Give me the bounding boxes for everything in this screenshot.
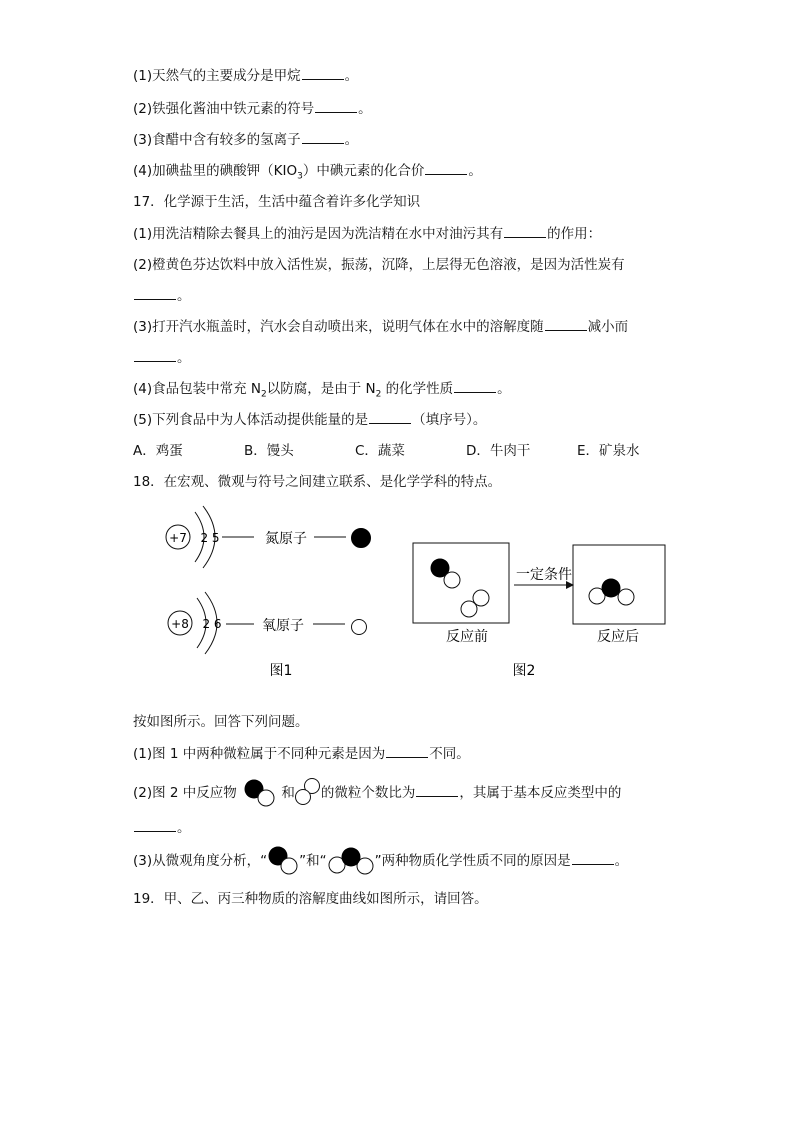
option-d[interactable]: D．牛肉干 (466, 443, 531, 459)
answer-blank[interactable] (302, 67, 344, 80)
q17-part-1-text: (1)用洗洁精除去餐具上的油污是因为洗洁精在水中对油污其有 (133, 226, 504, 242)
subscript: 2 (375, 389, 382, 400)
subscript: 3 (297, 171, 303, 182)
option-c[interactable]: C．蔬菜 (355, 443, 405, 459)
q16-item-4-end: 。 (468, 163, 482, 179)
q18-part-1-end: 不同。 (429, 746, 470, 762)
q17-part-1-end: 的作用： (547, 226, 602, 242)
q18-part-2-text-a: (2)图 2 中反应物 (133, 785, 237, 801)
q18-figure (0, 490, 794, 690)
q17-part-1 (133, 225, 601, 243)
q17-part-5 (133, 411, 486, 429)
q18-part-2 (133, 778, 621, 808)
o2-molecule-icon (295, 778, 321, 808)
option-e[interactable]: E．矿泉水 (577, 443, 640, 459)
answer-blank[interactable] (386, 745, 428, 758)
q16-item-1-text: (1)天然气的主要成分是甲烷 (133, 68, 301, 84)
q17-part-2: (2)橙黄色芬达饮料中放入活性炭，振荡，沉降，上层得无色溶液，是因为活性炭有 (133, 257, 625, 273)
q17-part-3-text: (3)打开汽水瓶盖时，汽水会自动喷出来，说明气体在水中的溶解度随 (133, 319, 544, 335)
q18-part-3-text-a: (3)从微观角度分析，“ (133, 853, 268, 869)
q16-item-3-end: 。 (344, 132, 359, 148)
q17-part-2-cont (133, 287, 191, 305)
oxygen-atom (461, 601, 477, 617)
q16-item-4 (133, 162, 482, 186)
q18-part-3-end: 。 (614, 853, 629, 869)
q16-item-3-text: (3)食醋中含有较多的氢离子 (133, 132, 301, 148)
after-label: 反应后 (597, 629, 639, 645)
option-a[interactable]: A．鸡蛋 (133, 443, 183, 459)
answer-blank[interactable] (134, 287, 176, 300)
q16-item-2-text: (2)铁强化酱油中铁元素的符号 (133, 101, 315, 117)
q17-part-4-end: 。 (497, 381, 511, 397)
atom-name: 氧原子 (262, 618, 304, 634)
no2-molecule-icon (327, 846, 375, 876)
q17-part-2-end: 。 (177, 288, 191, 304)
oxygen-atom-model (352, 620, 367, 635)
figure-2-caption: 图2 (512, 663, 536, 679)
electron-counts: 2 6 (202, 617, 222, 631)
q16-item-3 (133, 131, 358, 149)
q17-part-3-end: 。 (177, 350, 191, 366)
answer-blank[interactable] (454, 380, 496, 393)
figure-1-caption: 图1 (269, 663, 293, 679)
answer-blank[interactable] (369, 411, 411, 424)
q17-part-4-text-c: 的化学性质 (381, 381, 454, 397)
option-b[interactable]: B．馒头 (244, 443, 294, 459)
q17-part-5-end: （填序号）。 (412, 412, 487, 428)
q16-item-2 (133, 100, 372, 118)
q17-part-4 (133, 380, 511, 404)
q17-part-3-cont (133, 349, 191, 367)
q17-part-3-mid: 减小而 (587, 319, 629, 335)
q16-item-2-end: 。 (358, 101, 372, 117)
q18-part-1-text: (1)图 1 中两种微粒属于不同种元素是因为 (133, 746, 386, 762)
arrow-label: 一定条件 (516, 567, 572, 583)
oxygen-atom-diagram (168, 592, 367, 654)
q16-item-4-mid: ）中碘元素的化合价 (302, 163, 425, 179)
nitrogen-atom (602, 579, 621, 598)
q16-item-1-end: 。 (344, 68, 359, 84)
q17-part-5-text: (5)下列食品中为人体活动提供能量的是 (133, 412, 369, 428)
no-molecule-icon (241, 778, 277, 808)
q18-part-1 (133, 745, 470, 763)
oxygen-atom (444, 572, 460, 588)
q18-title: 18．在宏观、微观与符号之间建立联系、是化学学科的特点。 (133, 474, 502, 490)
q17-part-3 (133, 318, 628, 336)
answer-blank[interactable] (425, 162, 467, 175)
q18-part-2-text-b: 和 (281, 785, 295, 801)
answer-blank[interactable] (315, 100, 357, 113)
nucleus-charge: +7 (169, 531, 187, 545)
q16-item-4-text: (4)加碘盐里的碘酸钾（KIO (133, 163, 298, 179)
electron-counts: 2 5 (200, 531, 220, 545)
q18-part-3-text-b: ”和“ (299, 853, 327, 869)
q17-part-4-text-b: 以防腐，是由于 N (266, 381, 376, 397)
q18-part-3 (133, 846, 628, 876)
answer-blank[interactable] (134, 349, 176, 362)
q18-part-2-end: 。 (177, 820, 191, 836)
before-label: 反应前 (446, 629, 488, 645)
q19-title: 19．甲、乙、丙三种物质的溶解度曲线如图所示，请回答。 (133, 891, 488, 907)
no-molecule-icon (267, 846, 299, 876)
q18-part-2-text-c: 的微粒个数比为 (320, 785, 416, 801)
nitrogen-atom-diagram (166, 506, 371, 568)
answer-blank[interactable] (134, 819, 176, 832)
nitrogen-atom-model (352, 529, 371, 548)
q18-intro: 按如图所示。回答下列问题。 (133, 714, 309, 730)
answer-blank[interactable] (504, 225, 546, 238)
answer-blank[interactable] (572, 852, 614, 865)
answer-blank[interactable] (545, 318, 587, 331)
q18-part-2-text-d: ，其属于基本反应类型中的 (459, 785, 622, 801)
nucleus-charge: +8 (171, 617, 189, 631)
q16-item-1 (133, 67, 358, 85)
oxygen-atom (618, 589, 634, 605)
answer-blank[interactable] (416, 784, 458, 797)
answer-blank[interactable] (302, 131, 344, 144)
subscript: 2 (261, 389, 267, 400)
q18-part-3-text-c: ”两种物质化学性质不同的原因是 (374, 853, 571, 869)
q17-title: 17．化学源于生活，生活中蕴含着许多化学知识 (133, 194, 421, 210)
atom-name: 氮原子 (265, 531, 307, 547)
q17-options (133, 442, 640, 460)
q18-part-2-cont (133, 819, 191, 837)
q17-part-4-text-a: (4)食品包装中常充 N (133, 381, 262, 397)
